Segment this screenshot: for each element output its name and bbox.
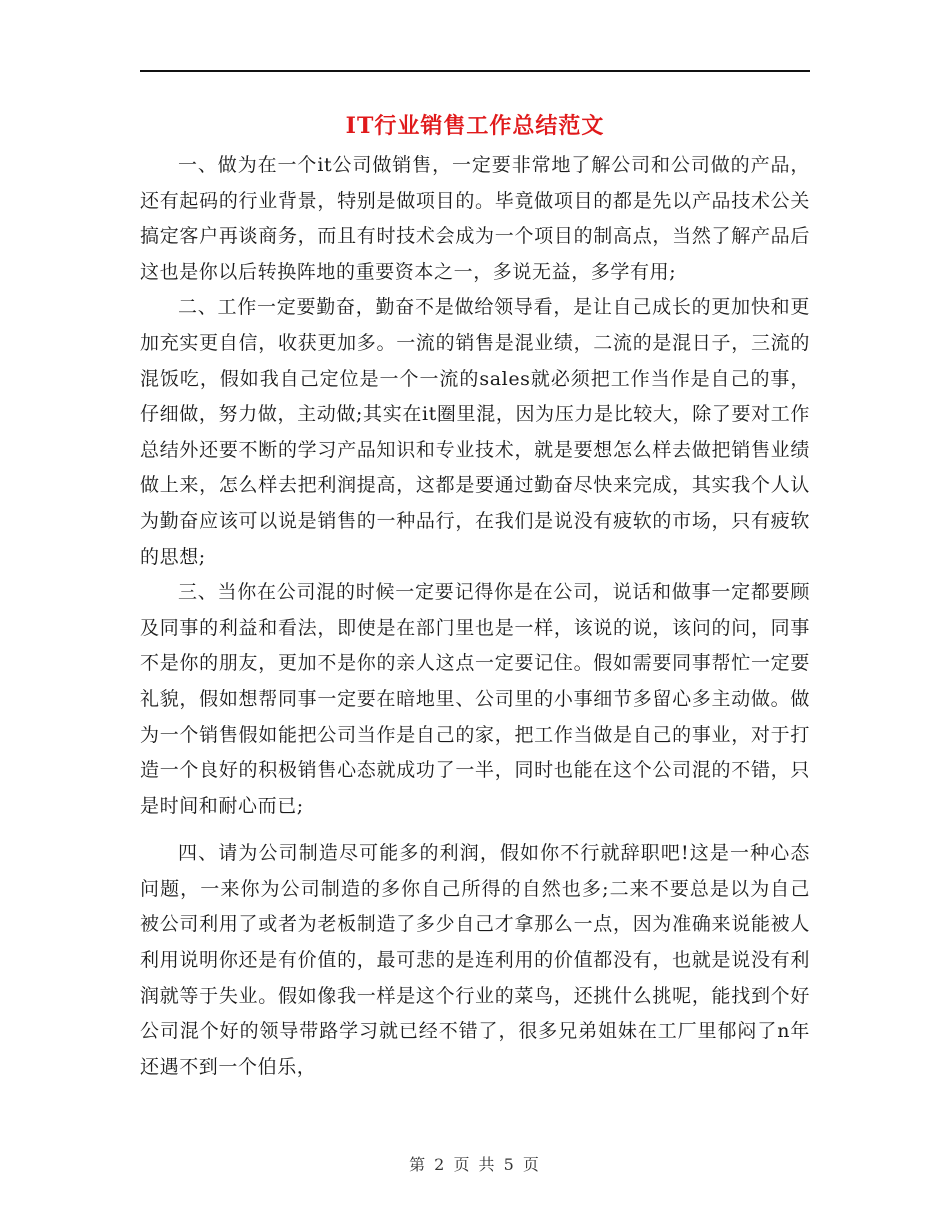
paragraph-1: 一、做为在一个it公司做销售，一定要非常地了解公司和公司做的产品，还有起码的行业背景，特别是做项目的。毕竟做项目的都是先以产品技术公关搞定客户再谈商务，而且有时技术会成为一个项目的制高点，当然了解产品后这也是你以后转换阵地的重要资本之一，多说无益，多学有用; — [140, 154, 810, 283]
paragraph-4: 四、请为公司制造尽可能多的利润，假如你不行就辞职吧!这是一种心态问题，一来你为公司制造的多你自己所得的自然也多;二来不要总是以为自己被公司利用了或者为老板制造了多少自己才拿那么一点，因为准确来说能被人利用说明你还是有价值的，最可悲的是连利用的价值都没有，也就是说没有利润就等于失业。假如像我一样是这个行业的菜鸟，还挑什么挑呢，能找到个好公司混个好的领导带路学习就已经不错了，很多兄弟姐妹在工厂里郁闷了n年还遇不到一个伯乐， — [140, 842, 810, 1078]
page-number: 第 2 页 共 5 页 — [409, 1155, 541, 1174]
document-body — [140, 148, 810, 1085]
paragraph-3: 三、当你在公司混的时候一定要记得你是在公司，说话和做事一定都要顾及同事的利益和看法，即使是在部门里也是一样，该说的说，该问的问，同事不是你的朋友，更加不是你的亲人这点一定要记住。假如需要同事帮忙一定要礼貌，假如想帮同事一定要在暗地里、公司里的小事细节多留心多主动做。做为一个销售假如能把公司当作是自己的家，把工作当做是自己的事业，对于打造一个良好的积极销售心态就成功了一半，同时也能在这个公司混的不错，只是时间和耐心而已; — [140, 581, 810, 817]
document-title: IT行业销售工作总结范文 — [345, 113, 605, 139]
paragraph-2: 二、工作一定要勤奋，勤奋不是做给领导看，是让自己成长的更加快和更加充实更自信，收获更加多。一流的销售是混业绩，二流的是混日子，三流的混饭吃，假如我自己定位是一个一流的sales就必须把工作当作是自己的事，仔细做，努力做，主动做;其实在it圈里混，因为压力是比较大，除了要对工作总结外还要不断的学习产品知识和专业技术，就是要想怎么样去做把销售业绩做上来，怎么样去把利润提高，这都是要通过勤奋尽快来完成，其实我个人认为勤奋应该可以说是销售的一种品行，在我们是说没有疲软的市场，只有疲软的思想; — [140, 296, 810, 568]
header-rule — [140, 70, 810, 72]
